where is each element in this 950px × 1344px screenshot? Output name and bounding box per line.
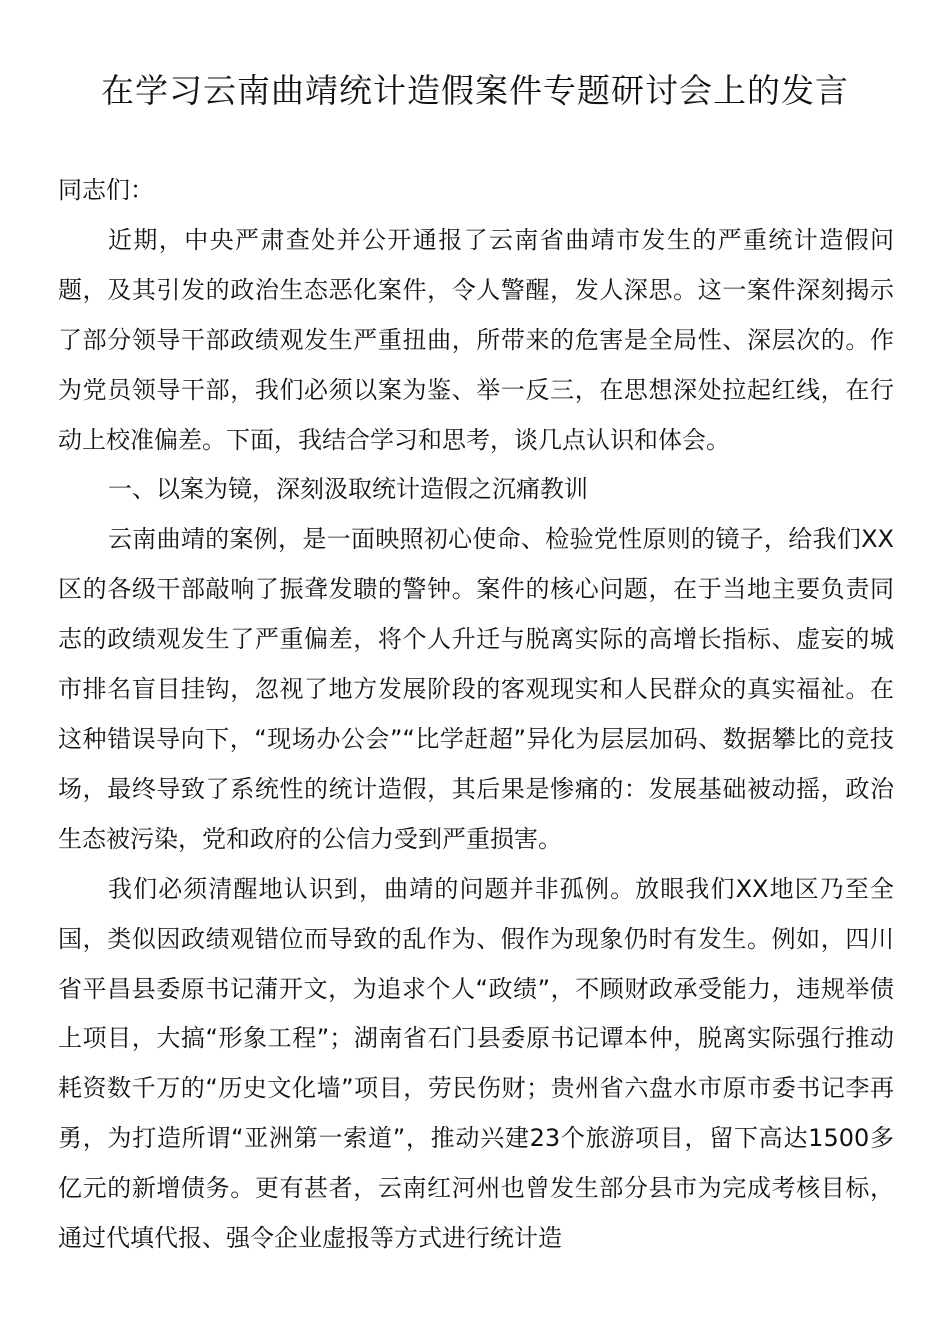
intro-paragraph: 近期，中央严肃查处并公开通报了云南省曲靖市发生的严重统计造假问题，及其引发的政治生态恶化案件，令人警醒，发人深思。这一案件深刻揭示了部分领导干部政绩观发生严重扭曲，所带来的危害是全局性、深层次的。作为党员领导干部，我们必须以案为鉴、举一反三，在思想深处拉起红线，在行动上校准偏差。下面，我结合学习和思考，谈几点认识和体会。 xyxy=(58,225,894,454)
body-paragraph: 云南曲靖的案例，是一面映照初心使命、检验党性原则的镜子，给我们XX区的各级干部敲响了振聋发聩的警钟。案件的核心问题，在于当地主要负责同志的政绩观发生了严重偏差，将个人升迁与脱离实际的高增长指标、虚妄的城市排名盲目挂钩，忽视了地方发展阶段的客观现实和人民群众的真实福祉。在这种错误导向下，“现场办公会”“比学赶超”异化为层层加码、数据攀比的竞技场，最终导致了系统性的统计造假，其后果是惨痛的：发展基础被动摇，政治生态被污染，党和政府的公信力受到严重损害。 xyxy=(58,525,894,853)
document-body xyxy=(58,166,894,1264)
section-heading: 一、以案为镜，深刻汲取统计造假之沉痛教训 xyxy=(108,475,588,504)
document-title: 在学习云南曲靖统计造假案件专题研讨会上的发言 xyxy=(101,71,849,110)
body-paragraph: 我们必须清醒地认识到，曲靖的问题并非孤例。放眼我们XX地区乃至全国，类似因政绩观错位而导致的乱作为、假作为现象仍时有发生。例如，四川省平昌县委原书记蒲开文，为追求个人“政绩”，不顾财政承受能力，违规举债上项目，大搞“形象工程”；湖南省石门县委原书记谭本仲，脱离实际强行推动耗资数千万的“历史文化墙”项目，劳民伤财；贵州省六盘水市原市委书记李再勇，为打造所谓“亚洲第一索道”，推动兴建23个旅游项目，留下高达1500多亿元的新增债务。更有甚者，云南红河州也曾发生部分县市为完成考核目标，通过代填代报、强令企业虚报等方式进行统计造 xyxy=(58,874,894,1253)
salutation: 同志们： xyxy=(58,176,154,204)
